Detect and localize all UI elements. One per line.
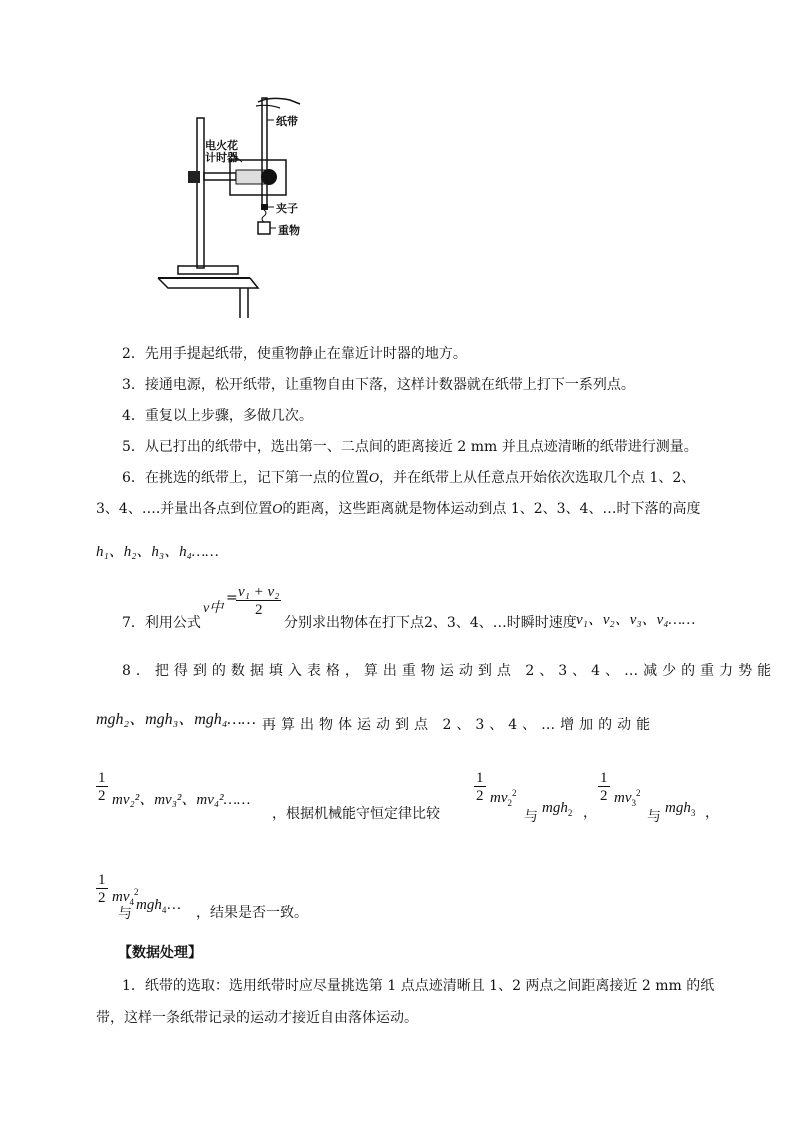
mgh-4: mgh$_4$… xyxy=(136,897,182,915)
half-den: 2 xyxy=(98,788,106,804)
velocity-list: v₁、v₂、v₃、v₄…… xyxy=(576,612,696,628)
step-6-text-b: ，并在纸带上从任意点开始依次选取几个点 1、2、 xyxy=(379,470,696,486)
paper-tape xyxy=(262,98,267,206)
ke-list: mv₂²、mv₃²、mv₄²…… xyxy=(112,792,251,808)
section-heading: 【数据处理】 xyxy=(118,945,202,961)
ke-2: $mv_2^2$ xyxy=(490,788,517,808)
step-6-text-a: 6．在挑选的纸带上，记下第一点的位置 xyxy=(122,470,369,486)
half-num: 1 xyxy=(476,770,484,786)
formula-eq: = xyxy=(226,590,238,606)
half-num: 1 xyxy=(98,770,106,786)
stand-rod xyxy=(197,118,204,268)
step-8-compare: ，根据机械能守恒定律比较 xyxy=(272,806,440,822)
label-weight: 重物 xyxy=(278,224,300,237)
label-tape: 纸带 xyxy=(276,115,298,128)
mgh-list: mgh₂、mgh₃、mgh₄…… xyxy=(96,711,256,728)
yu-3: 与 xyxy=(118,906,132,922)
step-5: 5．从已打出的纸带中，选出第一、二点间的距离接近 2 mm 并且点迹清晰的纸带进行测量。 xyxy=(122,439,698,455)
heights-list: h₁、h₂、h₃、h₄…… xyxy=(96,544,219,560)
half-den: 2 xyxy=(476,788,484,804)
yu-2: 与 xyxy=(647,809,661,825)
formula-fraction xyxy=(236,584,281,619)
step-7-label: 7．利用公式 xyxy=(122,615,201,631)
step-6-text-d: 的距离，这些距离就是物体运动到点 1、2、3、4、…时下落的高度 xyxy=(282,501,701,517)
point-O: O xyxy=(368,471,380,486)
label-timer-line1: 电火花 xyxy=(205,139,238,152)
comma-1: ， xyxy=(583,805,597,821)
half-num: 1 xyxy=(98,872,106,888)
step-6-line1 xyxy=(122,467,695,487)
v-mid: v中 xyxy=(203,601,224,616)
step-2: 2．先用手提起纸带，使重物静止在靠近计时器的地方。 xyxy=(122,346,467,362)
point-O-2: O xyxy=(272,502,283,517)
weight xyxy=(258,222,270,234)
half-den: 2 xyxy=(600,788,608,804)
clip xyxy=(261,204,268,210)
stand-base xyxy=(178,266,238,274)
label-clip: 夹子 xyxy=(276,202,298,215)
step-3: 3．接通电源，松开纸带，让重物自由下落，这样计数器就在纸带上打下一系列点。 xyxy=(122,377,635,393)
step-4: 4．重复以上步骤，多做几次。 xyxy=(122,408,313,424)
timer-disc xyxy=(261,169,277,185)
ke-4: $mv_4^2$ xyxy=(112,887,139,907)
step-8-line2: 再算出物体运动到点 2、3、4、…增加的动能 xyxy=(262,717,656,733)
yu-1: 与 xyxy=(524,809,538,825)
step-7-text: 分别求出物体在打下点2、3、4、…时瞬时速度 xyxy=(284,615,577,631)
formula-numerator: v₁ + v₂ xyxy=(238,584,280,600)
half-num: 1 xyxy=(600,770,608,786)
label-timer xyxy=(205,140,238,164)
mgh-3: mgh$_3$ xyxy=(665,800,696,818)
step-8-line1: 8．把得到的数据填入表格，算出重物运动到点 2、3、4、…减少的重力势能 xyxy=(122,663,777,679)
half-den: 2 xyxy=(98,890,106,906)
half-frac-4 xyxy=(96,872,108,907)
clamp-knob xyxy=(188,171,200,183)
comma-2: ， xyxy=(705,805,719,821)
formula-denominator: 2 xyxy=(254,602,263,618)
step-6-text-c: 3、4、….并量出各点到位置 xyxy=(96,501,273,517)
half-frac-3 xyxy=(598,770,610,805)
label-timer-line2: 计时器 xyxy=(205,151,238,164)
step-8-last: ，结果是否一致。 xyxy=(196,905,308,921)
half-frac-2 xyxy=(474,770,486,805)
mgh-2: mgh$_2$ xyxy=(542,800,573,818)
half-frac-1 xyxy=(96,770,108,805)
ke-3: $mv_3^2$ xyxy=(614,788,641,808)
data-processing-line2: 带，这样一条纸带记录的运动才接近自由落体运动。 xyxy=(96,1010,418,1026)
data-processing-line1: 1．纸带的选取：选用纸带时应尽量挑选第 1 点点迹清晰且 1、2 两点之间距离接近 2 mm 的纸 xyxy=(122,978,715,994)
step-6-line2 xyxy=(96,498,700,518)
